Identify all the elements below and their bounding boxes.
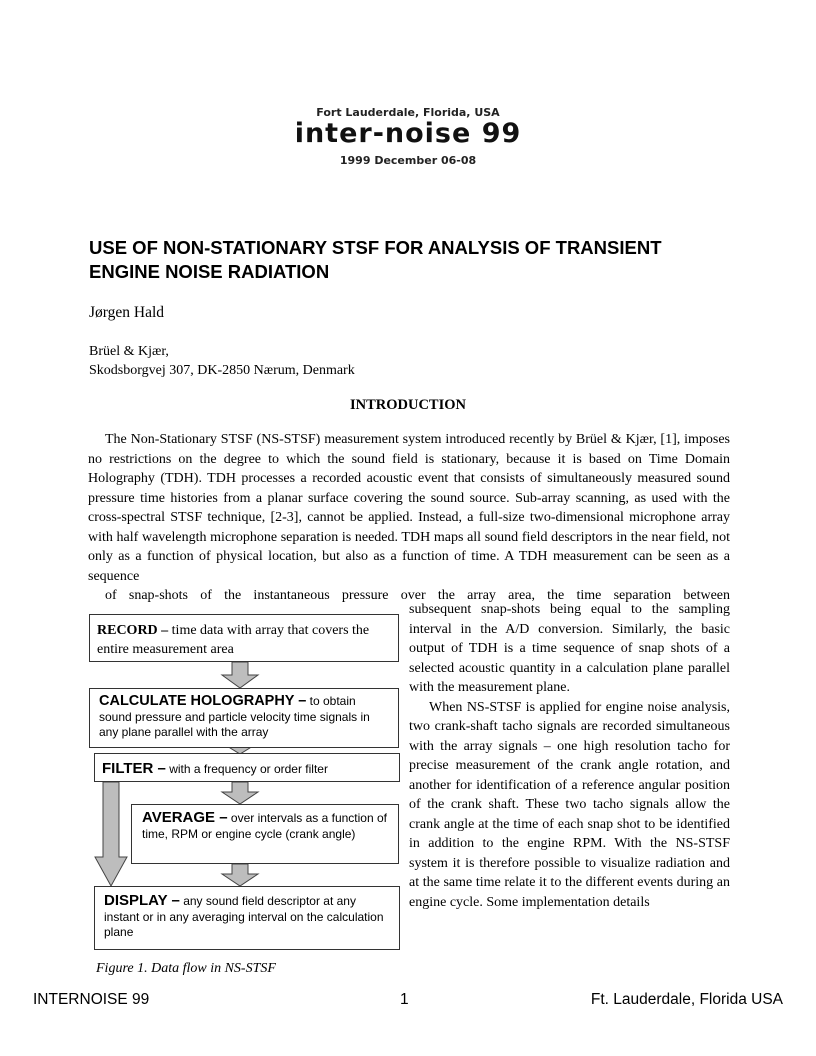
conference-location: Fort Lauderdale, Florida, USA <box>316 106 500 119</box>
calc-text: to obtain sound pressure and particle velocity time signals in any plane parallel with the array <box>99 694 370 739</box>
arrow-filter-to-display <box>95 782 127 886</box>
record-text: time data with array that covers the entire measurement area <box>97 623 370 657</box>
box-average <box>131 804 399 864</box>
figure-caption: Figure 1. Data flow in NS-STSF <box>96 961 276 976</box>
filter-keyword: FILTER – <box>102 760 166 777</box>
box-display <box>94 886 400 950</box>
page-number: 1 <box>400 991 409 1008</box>
display-text: any sound field descriptor at any instant or in any averaging interval on the calculation plane <box>104 894 384 939</box>
author-name: Jørgen Hald <box>89 304 165 321</box>
column-paragraph-2: When NS-STSF is applied for engine noise analysis, two crank-shaft tacho signals are recorded simultaneous with the array signals – one high resolution tacho for precise measurement of the crank angle rotation, and another for identification of a reference angular position of the crank shaft. These two tacho signals allow the crank angle at the time of each snap shot to be identified in addition to the engine RPM. With the NS-STSF system it is therefore possible to visualize radiation and at the same time relate it to the different events during an engine cycle. Some implementation details <box>409 699 730 910</box>
footer-right: Ft. Lauderdale, Florida USA <box>590 991 783 1008</box>
intro-paragraph-last-line: of snap-shots of the instantaneous pressure over the array area, the time separation between <box>105 588 730 603</box>
intro-paragraph-main: The Non-Stationary STSF (NS-STSF) measurement system introduced recently by Brüel & Kjær, [1], imposes no restrictions on the degree to which the sound field is stationary, because it is based on Time Domain Holography (TDH). TDH processes a recorded acoustic event that consists of simultaneously measured sound pressure time histories from a planar surface covering the sound source. Sub-array scanning, as used with the cross-spectral STSF technique, [2-3], cannot be applied. Instead, a full-size two-dimensional microphone array with half wavelength microphone separation is needed. TDH maps all sound field descriptors in the near field, not only as a function of physical location, but also as a function of time. A TDH measurement can be seen as a sequence <box>88 432 730 584</box>
conference-dates: 1999 December 06-08 <box>339 154 477 167</box>
arrow-average-to-display <box>222 864 258 886</box>
display-keyword: DISPLAY – <box>104 892 180 909</box>
affiliation-line-2: Skodsborgvej 307, DK-2850 Nærum, Denmark <box>89 362 355 378</box>
column-paragraph-1: subsequent snap-shots being equal to the sampling interval in the A/D conversion. Similarly, the basic output of TDH is a time sequence of snap shots of a selected acoustic quantity in a calculation plane parallel with the measurement plane. <box>409 602 730 695</box>
section-heading: INTRODUCTION <box>349 397 466 413</box>
average-text: over intervals as a function of time, RPM or engine cycle (crank angle) <box>142 811 387 841</box>
affiliation-line-1: Brüel & Kjær, <box>89 344 169 359</box>
arrow-filter-to-average <box>222 782 258 804</box>
box-calculate-holography <box>89 688 399 748</box>
conference-logo: inter-noise 99 <box>294 118 522 149</box>
calc-keyword: CALCULATE HOLOGRAPHY – <box>99 693 307 709</box>
average-keyword: AVERAGE – <box>142 809 228 826</box>
record-keyword: RECORD – <box>97 623 169 638</box>
box-record <box>89 614 399 662</box>
footer-left: INTERNOISE 99 <box>33 991 150 1008</box>
box-filter <box>94 753 400 782</box>
paper-title: USE OF NON-STATIONARY STSF FOR ANALYSIS OF TRANSIENT ENGINE NOISE RADIATION <box>89 237 662 282</box>
filter-text: with a frequency or order filter <box>165 762 328 776</box>
arrow-record-to-calc <box>222 662 258 688</box>
